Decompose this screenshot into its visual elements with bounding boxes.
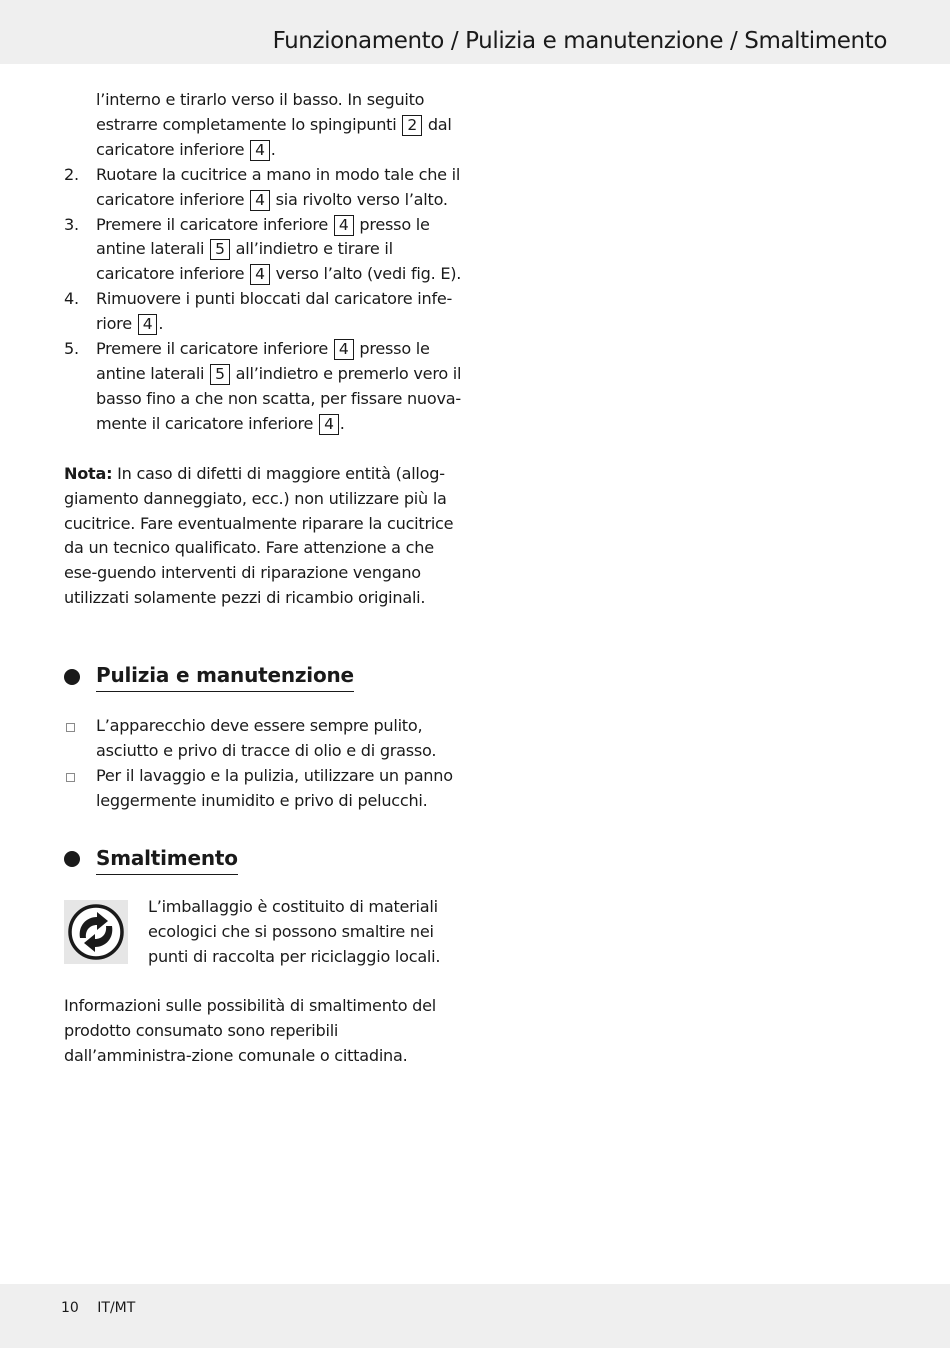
intro-text: estrarre completamente lo spingipunti xyxy=(96,114,397,134)
cleaning-section-heading xyxy=(64,661,464,692)
step-number: 3. xyxy=(64,214,79,234)
locale-code: IT/MT xyxy=(97,1300,136,1316)
intro-continuation xyxy=(64,88,464,163)
intro-text: l’interno e tirarlo verso il basso. In seguito xyxy=(96,90,425,109)
cleaning-heading: Pulizia e manutenzione xyxy=(96,661,354,692)
step-item xyxy=(64,163,464,213)
part-ref-badge: 4 xyxy=(138,314,158,335)
footer-band xyxy=(0,1284,950,1348)
page-number: 10 xyxy=(61,1300,79,1316)
part-ref-badge: 4 xyxy=(319,414,339,435)
note-label: Nota: xyxy=(64,463,113,483)
step-item xyxy=(64,287,464,337)
step-text: presso le antine laterali xyxy=(96,214,430,259)
step-text: Premere il caricatore inferiore xyxy=(96,339,329,359)
checkbox-square-icon xyxy=(66,723,75,732)
disposal-heading: Smaltimento xyxy=(96,844,238,875)
list-item-text: Per il lavaggio e la pulizia, utilizzare un panno leggermente inumidito e privo di pelucchi. xyxy=(96,765,453,810)
recycling-green-dot-icon xyxy=(64,900,128,964)
part-ref-badge: 4 xyxy=(250,140,270,161)
bullet-dot-icon xyxy=(64,851,80,867)
checkbox-square-icon xyxy=(66,773,75,782)
part-ref-badge: 5 xyxy=(210,364,230,385)
step-text: all’indietro e tirare il caricatore inferiore xyxy=(96,239,393,284)
list-item xyxy=(64,764,464,814)
main-content xyxy=(64,88,464,1069)
cleaning-list xyxy=(64,714,464,814)
step-text: sia rivolto verso l’alto. xyxy=(275,189,448,209)
step-item xyxy=(64,337,464,437)
part-ref-badge: 5 xyxy=(210,239,230,260)
recycling-symbol-svg xyxy=(66,902,126,962)
step-text: . xyxy=(339,413,345,433)
page-footer xyxy=(61,1300,135,1316)
intro-text: dal xyxy=(427,114,452,134)
note-paragraph xyxy=(64,462,464,611)
steps-list xyxy=(64,163,464,437)
packaging-text: L’imballaggio è costituito di materiali ecologici che si possono smaltire nei punti di raccolta per riciclaggio locali. xyxy=(148,896,441,966)
step-text: all’indietro e premerlo vero il basso fino a che non scatta, per fissare nuova-mente il caricatore inferiore xyxy=(96,363,462,433)
step-text: presso le antine laterali xyxy=(96,339,430,383)
intro-text: caricatore inferiore xyxy=(96,139,245,159)
disposal-info-text: Informazioni sulle possibilità di smaltimento del prodotto consumato sono reperibili dall’amministra-zione comunale o cittadina. xyxy=(64,996,437,1066)
step-number: 4. xyxy=(64,289,79,309)
part-ref-badge: 4 xyxy=(250,264,270,285)
bullet-dot-icon xyxy=(64,669,80,685)
step-text: Rimuovere i punti bloccati dal caricatore infe-riore xyxy=(96,289,453,334)
intro-text: . xyxy=(270,139,276,159)
disposal-block xyxy=(64,895,464,970)
part-ref-badge: 2 xyxy=(402,115,422,136)
step-text: Ruotare la cucitrice a mano in modo tale che il caricatore inferiore xyxy=(96,164,461,209)
list-item xyxy=(64,714,464,764)
page-title: Funzionamento / Pulizia e manutenzione / Smaltimento xyxy=(272,28,887,54)
note-text: In caso di difetti di maggiore entità (allog-giamento danneggiato, ecc.) non utilizzare più la cucitrice. Fare eventualmente riparare la cucitrice da un tecnico qualificato. Fare attenzione a che ese-guendo interventi di riparazione vengano utilizzati solamente pezzi di ricambio originali. xyxy=(64,463,454,608)
part-ref-badge: 4 xyxy=(250,190,270,211)
part-ref-badge: 4 xyxy=(334,215,354,236)
list-item-text: L’apparecchio deve essere sempre pulito, asciutto e privo di tracce di olio e di grasso. xyxy=(96,716,437,761)
step-text: . xyxy=(158,314,164,334)
part-ref-badge: 4 xyxy=(334,339,354,360)
step-item xyxy=(64,213,464,288)
step-text: Premere il caricatore inferiore xyxy=(96,214,329,234)
step-text: verso l’alto (vedi fig. E). xyxy=(275,264,462,284)
step-number: 5. xyxy=(64,339,79,359)
step-number: 2. xyxy=(64,164,79,184)
disposal-section-heading xyxy=(64,844,464,875)
